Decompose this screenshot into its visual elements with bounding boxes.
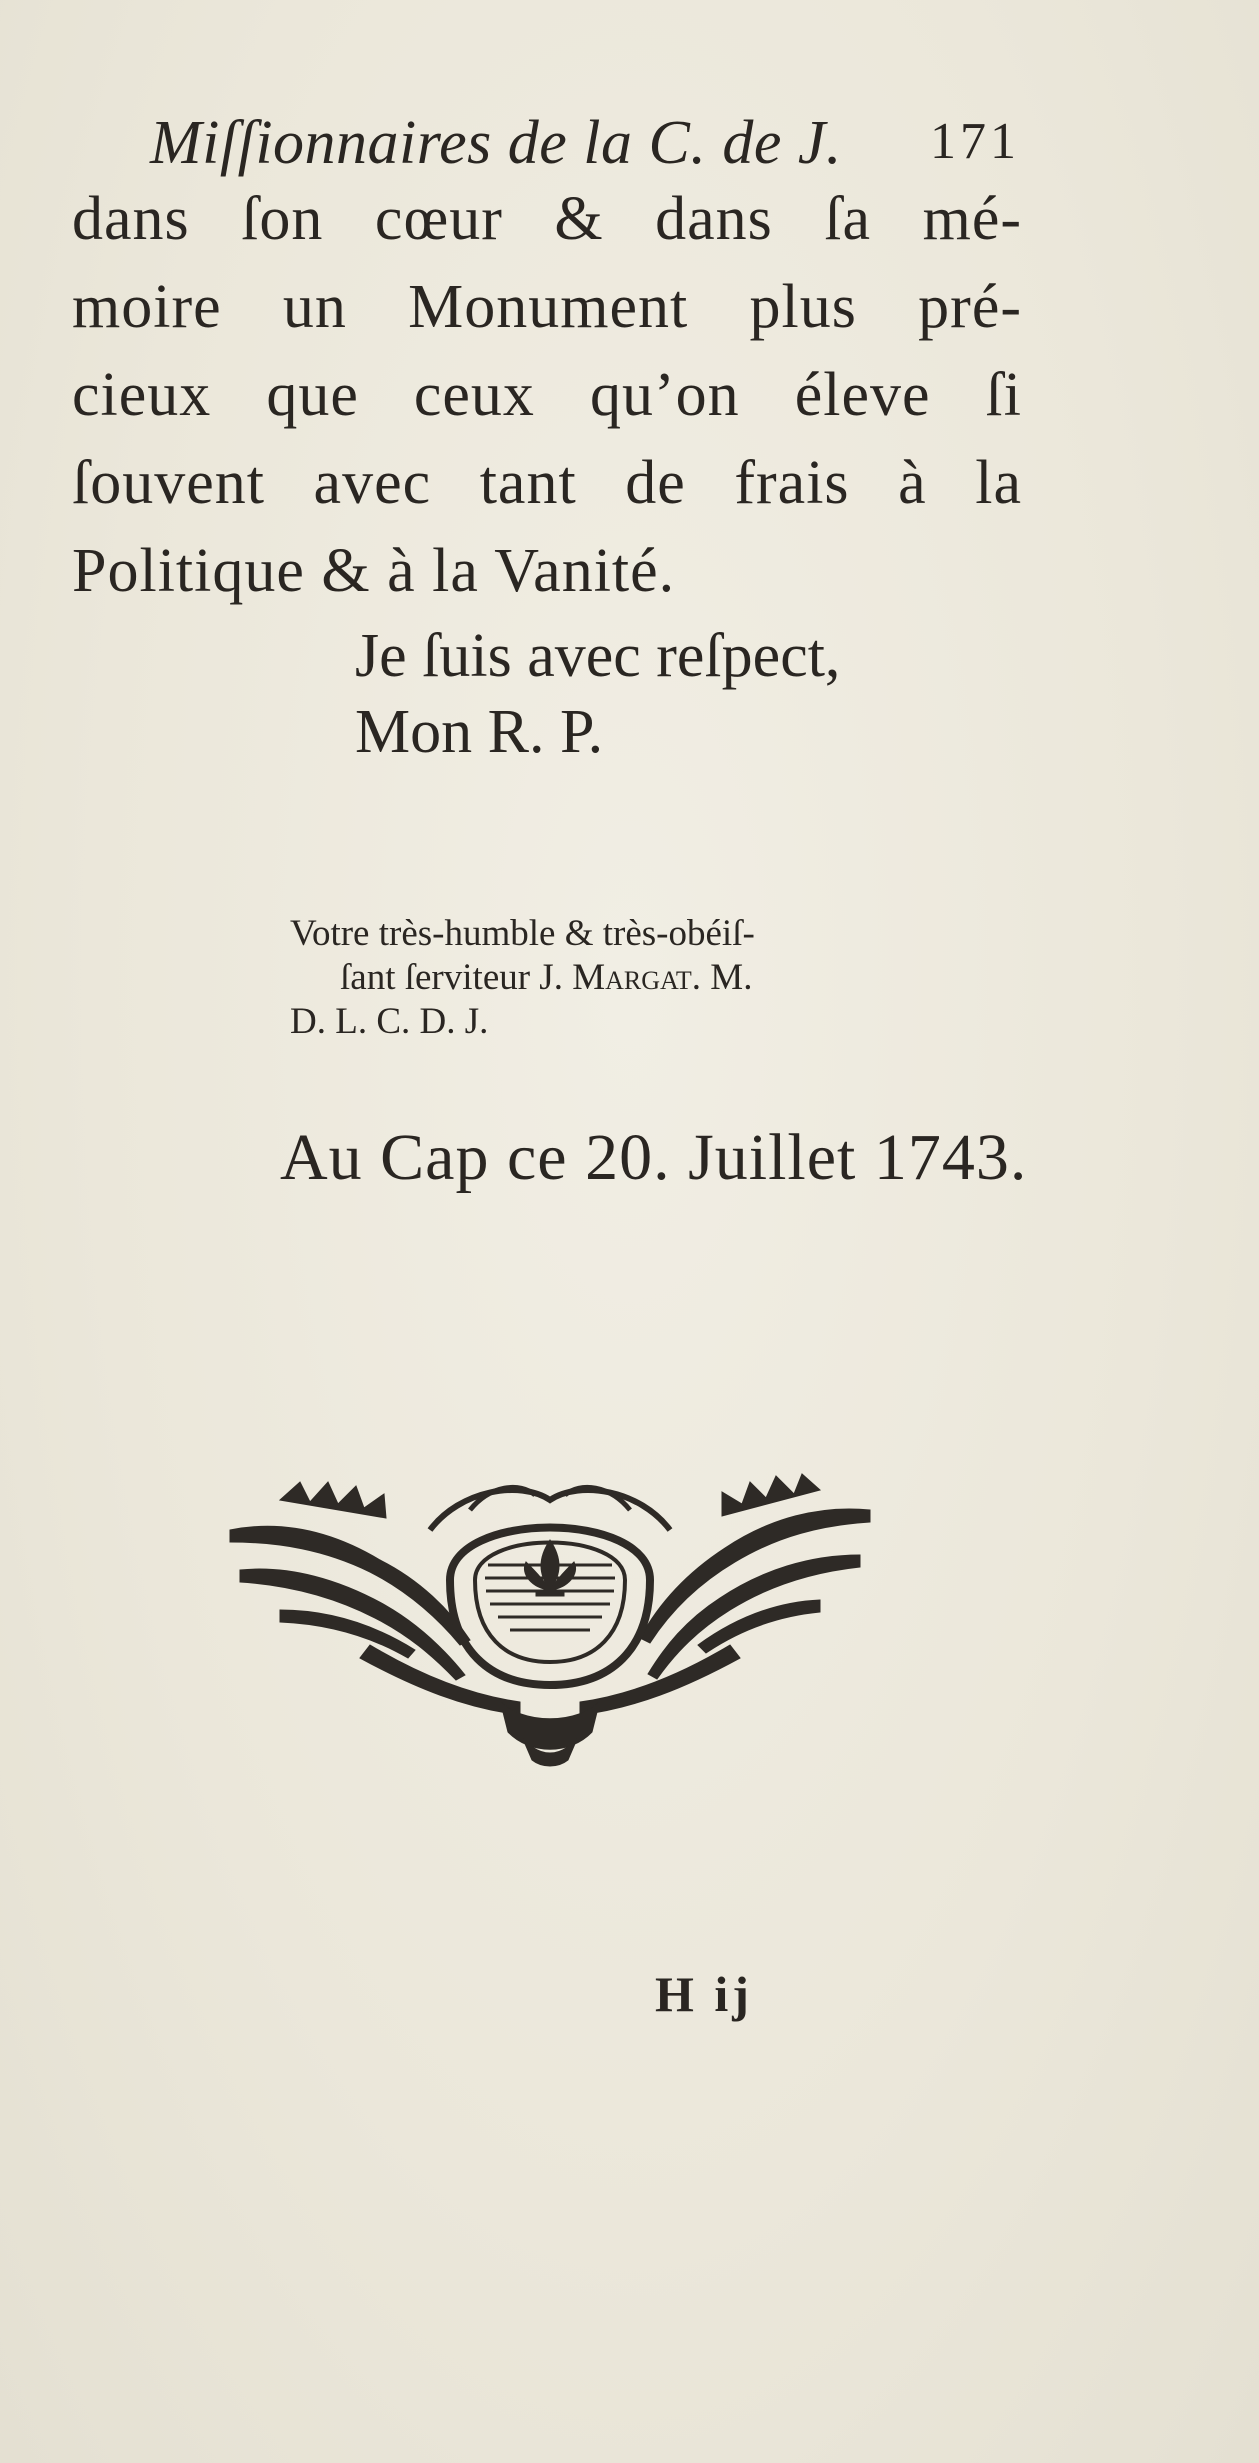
signature-line — [290, 956, 1030, 1000]
signature-line: Votre très-humble & très-obéiſ- — [290, 913, 755, 954]
signature-block — [290, 912, 1030, 1044]
body-paragraph — [72, 175, 1022, 615]
author-name: Margat — [572, 957, 692, 998]
signature-prefix: ſant ſerviteur J. — [340, 957, 563, 998]
running-head-title: Miſſionnaires de la C. de J. — [150, 109, 842, 177]
dateline: Au Cap ce 20. Juillet 1743. — [280, 1121, 1028, 1194]
signature-suffix: . M. — [691, 957, 753, 998]
body-line: moire un Monument plus pré- — [72, 273, 1022, 341]
salutation: Mon R. P. — [355, 698, 604, 766]
running-head — [150, 109, 1020, 177]
body-line: cieux que ceux qu’on éleve ſi — [72, 361, 1022, 429]
signature-mark: H ij — [655, 1966, 753, 2022]
body-line: Politique & à la Vanité. — [72, 537, 676, 605]
signature-line: D. L. C. D. J. — [290, 1001, 489, 1042]
fleur-de-lis-ornament-icon — [220, 1470, 880, 1770]
body-line: dans ſon cœur & dans ſa mé- — [72, 185, 1022, 253]
closing-line: Je ſuis avec reſpect, — [355, 622, 841, 690]
letter-closing — [355, 618, 1025, 770]
body-line: ſouvent avec tant de frais à la — [72, 449, 1022, 517]
page-number: 171 — [930, 113, 1020, 170]
